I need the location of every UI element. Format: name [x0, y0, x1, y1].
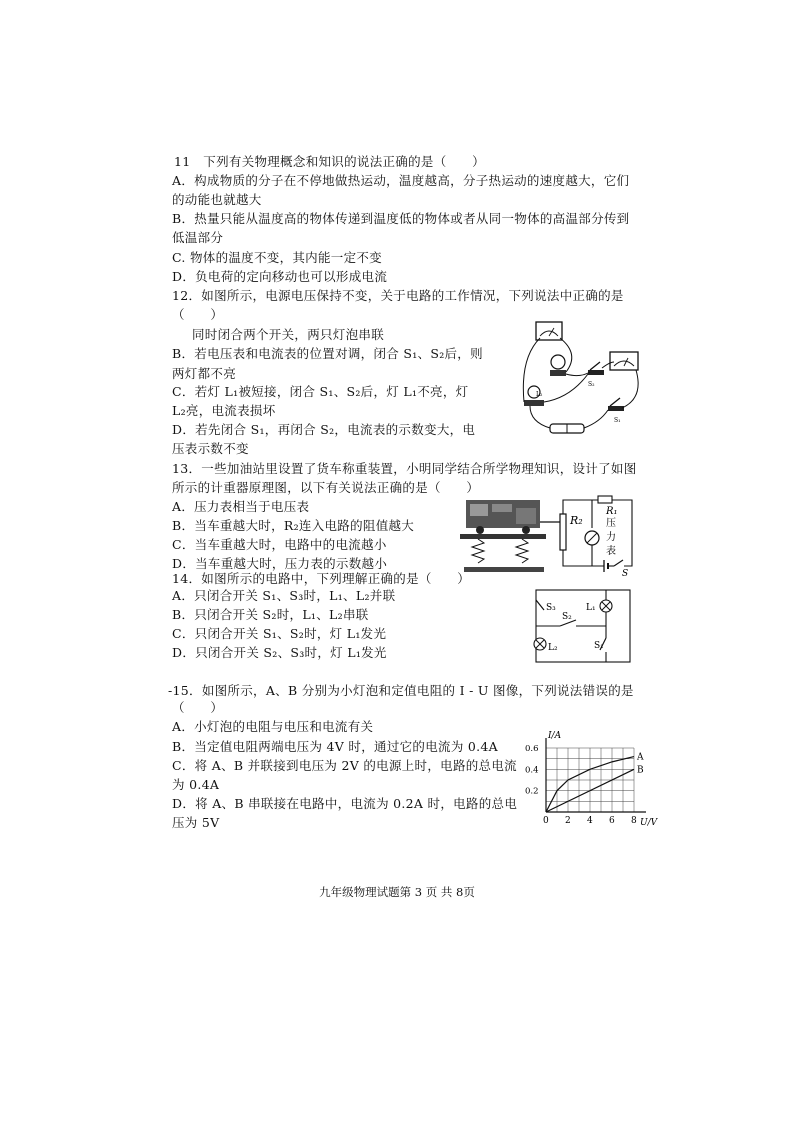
label-l2: L₂: [536, 391, 543, 398]
q15-option-d-line1: D．将 A、B 串联接在电路中，电流为 0.2A 时，电路的总电: [172, 796, 518, 811]
y-tick-label: 0.2: [525, 786, 539, 797]
q12-option-d-line2: 压表示数不变: [172, 441, 249, 456]
scale-platform: [460, 534, 546, 539]
q13-weighing-figure: [456, 494, 642, 576]
q11-option-b-line2: 低温部分: [172, 230, 224, 245]
q12-option-d-line1: D．若先闭合 S₁，再闭合 S₂，电流表的示数变大，电: [172, 422, 476, 437]
label-s1: S₁: [614, 417, 621, 424]
chart-ticks: [525, 744, 637, 826]
y-tick-label: 0.4: [525, 765, 539, 776]
q14-option-d: D．只闭合开关 S₂、S₃时，灯 L₁发光: [172, 645, 387, 660]
page-footer: 九年级物理试题第 3 页 共 8页: [319, 885, 475, 899]
q13-stem-line2: 所示的计重器原理图，以下有关说法正确的是（ ）: [172, 480, 480, 495]
q15-option-c-line1: C．将 A、B 并联接到电压为 2V 的电源上时，电路的总电流: [172, 758, 517, 773]
q15-option-a: A．小灯泡的电阻与电压和电流有关: [172, 719, 374, 734]
switch-s-icon: [614, 560, 623, 566]
x-tick-label: 0: [543, 816, 549, 826]
q11-option-b-line1: B．热量只能从温度高的物体传递到温度低的物体或者从同一物体的高温部分传到: [172, 211, 630, 226]
q12-option-c-line1: C．若灯 L₁被短接，闭合 S₁、S₂后，灯 L₁不亮，灯: [172, 384, 469, 399]
q12-option-b-line1: B．若电压表和电流表的位置对调，闭合 S₁、S₂后，则: [172, 346, 483, 361]
x-tick-label: 4: [587, 816, 593, 826]
switch-s2-icon: [588, 370, 604, 375]
q12-option-a: 同时闭合两个开关，两只灯泡串联: [192, 327, 385, 342]
q11-option-d: D．负电荷的定向移动也可以形成电流: [172, 269, 388, 284]
label-meter-1: 压: [606, 518, 616, 529]
rheostat-r2-icon: [560, 514, 566, 550]
q15-paren: （ ）: [172, 700, 224, 715]
q14-stem: 14．如图所示的电路中，下列理解正确的是（ ）: [172, 571, 471, 586]
q15-option-b: B．当定值电阻两端电压为 4V 时，通过它的电流为 0.4A: [172, 739, 498, 754]
x-tick-label: 2: [565, 816, 571, 826]
switch-s1-icon: [608, 406, 624, 411]
x-tick-label: 8: [631, 816, 637, 826]
q12-stem: 12．如图所示，电源电压保持不变，关于电路的工作情况，下列说法中正确的是: [172, 288, 624, 303]
q13-option-d: D．当车重越大时，压力表的示数越小: [172, 556, 388, 571]
q15-option-d-line2: 压为 5V: [172, 815, 220, 830]
series-label-B: B: [637, 765, 644, 776]
q14-option-b: B．只闭合开关 S₂时，L₁、L₂串联: [172, 607, 369, 622]
label-r2: R₂: [570, 514, 583, 527]
q11-option-a-line2: 的动能也就越大: [172, 192, 262, 207]
label-r1: R₁: [606, 506, 618, 517]
y-tick-label: 0.6: [525, 744, 539, 754]
q15-stem: -15．如图所示，A、B 分别为小灯泡和定值电阻的 I - U 图像，下列说法错误的是: [168, 683, 634, 698]
q12-paren: （ ）: [172, 307, 224, 322]
x-tick-label: 6: [609, 816, 615, 826]
q11-option-c: C. 物体的温度不变，其内能一定不变: [172, 250, 382, 265]
iu-chart: [524, 726, 664, 830]
label-s1: S₁: [594, 641, 604, 651]
q13-option-b: B．当车重越大时，R₂连入电路的阻值越大: [172, 518, 415, 533]
bulb-l1-base: [550, 370, 566, 376]
spring-right-icon: [516, 539, 528, 563]
q14-option-a: A．只闭合开关 S₁、S₃时，L₁、L₂并联: [172, 588, 396, 603]
series-label-A: A: [637, 752, 644, 763]
label-s: S: [622, 569, 629, 576]
q13-option-c: C．当车重越大时，电路中的电流越小: [172, 537, 387, 552]
q13-stem-line1: 13．一些加油站里设置了货车称重装置，小明同学结合所学物理知识，设计了如图: [172, 461, 637, 476]
scale-base: [464, 567, 544, 572]
label-l1: L₁: [586, 603, 596, 613]
resistor-r1-icon: [598, 496, 612, 503]
q12-option-c-line2: L₂亮，电流表损坏: [172, 403, 276, 418]
q14-option-c: C．只闭合开关 S₁、S₂时，灯 L₁发光: [172, 626, 387, 641]
q11-stem: 11 下列有关物理概念和知识的说法正确的是（ ）: [174, 154, 485, 169]
q12-circuit-figure: [510, 318, 650, 440]
label-meter-2: 力: [606, 532, 616, 543]
chart-series: [546, 753, 644, 812]
q11-option-a-line1: A．构成物质的分子在不停地做热运动，温度越高，分子热运动的速度越大，它们: [172, 173, 630, 188]
q13-option-a: A．压力表相当于电压表: [172, 499, 310, 514]
q14-circuit-figure: [532, 586, 636, 666]
spring-left-icon: [472, 539, 484, 563]
label-l2: L₂: [548, 643, 558, 653]
label-s2: S₂: [562, 612, 572, 622]
chart-axes: [546, 738, 646, 812]
y-axis-label: I/A: [548, 731, 562, 741]
q12-option-b-line2: 两灯都不亮: [172, 366, 237, 381]
bulb-l1-icon: [551, 355, 565, 369]
label-s2: S₂: [588, 381, 595, 388]
chart-grid: [546, 748, 634, 812]
q15-option-c-line2: 为 0.4A: [172, 777, 220, 792]
label-meter-3: 表: [606, 546, 616, 557]
x-axis-label: U/V: [640, 818, 658, 828]
switch-s3-icon: [536, 600, 544, 610]
label-s3: S₃: [546, 603, 556, 613]
